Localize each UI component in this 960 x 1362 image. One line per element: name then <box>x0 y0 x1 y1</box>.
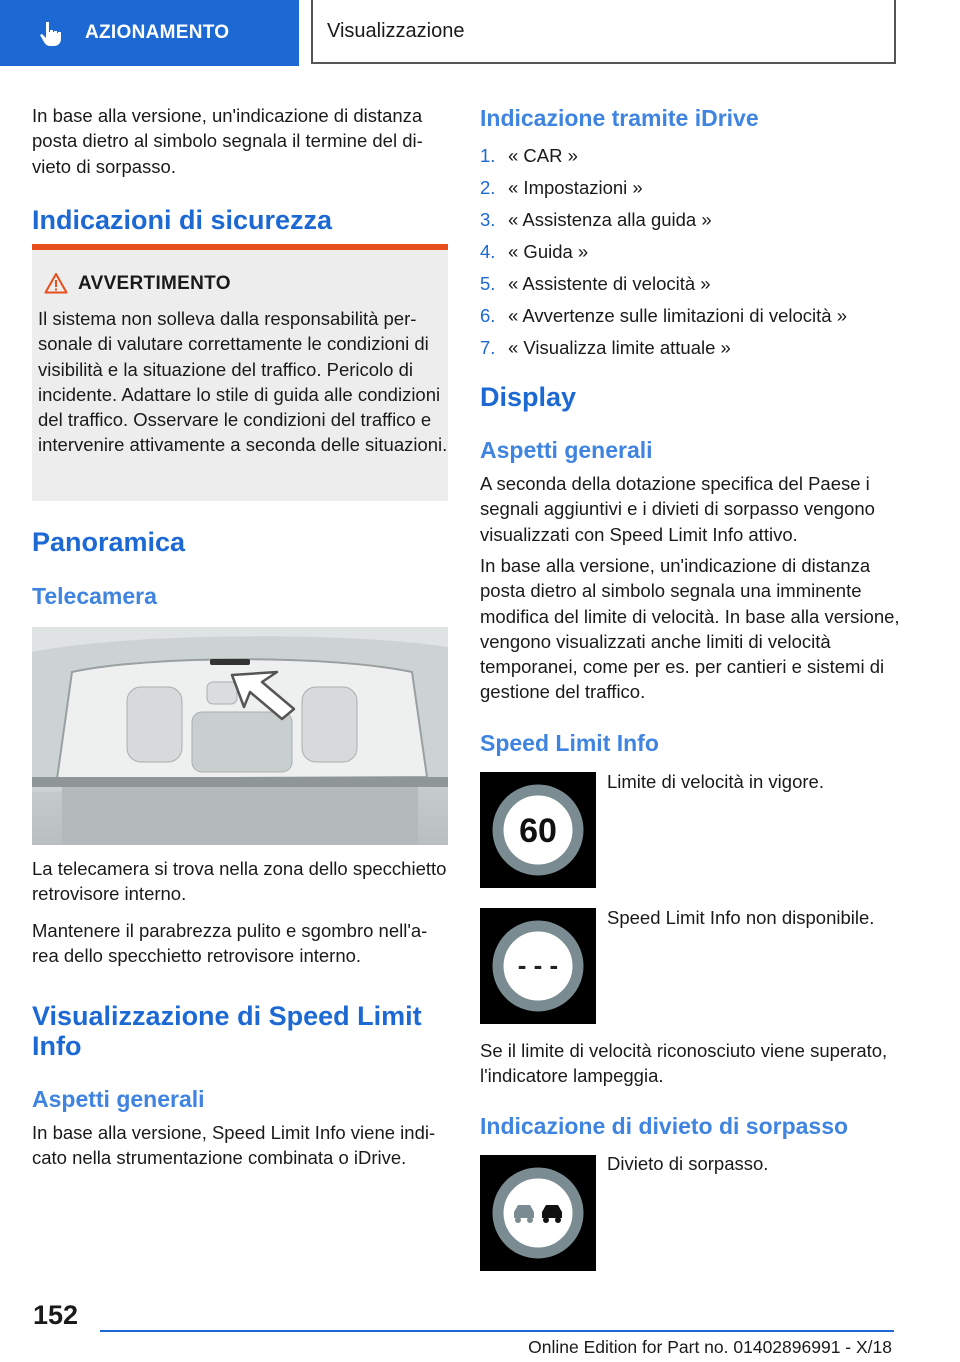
display-heading: Display <box>480 382 577 412</box>
camera-paragraph-2: Mantenere il parabrezza pulito e sgombro nell'area dello specchietto retrovisore interno. <box>32 920 428 967</box>
unavailable-dashes: - - - <box>517 950 559 980</box>
unavailable-sign <box>480 908 596 1024</box>
section-tab[interactable] <box>0 0 299 66</box>
right-general-heading: Aspetti generali <box>480 437 653 463</box>
speed-limit-60-icon <box>480 772 596 888</box>
left-general-heading: Aspetti generali <box>32 1086 205 1112</box>
right-general-paragraph-2: In base alla versione, un'indicazione di distanza posta dietro al simbolo segnala una imminente modifica del limite di velocità. In base alla versione, vengono visualizzati anche limiti di velocità temporanei, come per es. per cantieri e sistemi di gestione del traffico. <box>480 555 900 703</box>
camera-heading: Telecamera <box>32 583 157 609</box>
list-item: 4. « Guida » <box>480 241 589 262</box>
no-passing-icon <box>480 1155 596 1271</box>
idrive-steps-list <box>480 140 900 364</box>
right-general-paragraph-1: A seconda della dotazione specifica del Paese i segnali aggiuntivi e i divieti di sorpasso vengono visualizzati con Speed Limit Info attivo. <box>480 473 875 545</box>
warning-text: Il sistema non solleva dalla responsabilità personale di valutare correttamente le condizioni di visibilità e la situazione del traffico. Pericolo di incidente. Adattare lo stile di guida alle condizioni del traffico. Osservare le condizioni del traffico e intervenire attivamente a seconda delle situazioni. <box>38 308 448 456</box>
sli-caption-1: Limite di velocità in vigore. <box>607 771 824 792</box>
warning-bar <box>32 244 448 250</box>
hand-pointer-icon <box>37 19 65 47</box>
intro-paragraph: In base alla versione, un'indicazione di distanza posta dietro al simbolo segnala il termine del divieto di sorpasso. <box>32 105 423 177</box>
idrive-heading: Indicazione tramite iDrive <box>480 105 759 131</box>
speed-limit-sign <box>480 772 596 888</box>
list-item: 3. « Assistenza alla guida » <box>480 209 712 230</box>
section-label: AZIONAMENTO <box>85 22 230 43</box>
no-passing-heading: Indicazione di divieto di sorpasso <box>480 1113 849 1139</box>
left-general-text: In base alla versione, Speed Limit Info viene indicato nella strumentazione combinata o iDrive. <box>32 1122 436 1169</box>
footer-divider <box>100 1330 894 1332</box>
sli-caption-2: Speed Limit Info non disponibile. <box>607 907 875 928</box>
safety-heading: Indicazioni di sicurezza <box>32 205 333 235</box>
speed-value: 60 <box>519 812 557 850</box>
no-passing-sign <box>480 1155 596 1271</box>
footer-edition: Online Edition for Part no. 01402896991 - X/18 <box>528 1337 892 1357</box>
speed-limit-unavailable-icon <box>480 908 596 1024</box>
overview-heading: Panoramica <box>32 527 186 557</box>
page-tab-label: Visualizzazione <box>327 19 465 42</box>
page-tab[interactable] <box>311 0 896 64</box>
no-passing-caption: Divieto di sorpasso. <box>607 1153 769 1174</box>
sli-heading: Speed Limit Info <box>480 730 659 756</box>
list-item: 7. « Visualizza limite attuale » <box>480 337 731 358</box>
camera-paragraph-1: La telecamera si trova nella zona dello specchietto retrovisore interno. <box>32 858 447 905</box>
exceed-paragraph: Se il limite di velocità riconosciuto viene superato, l'indicatore lampeggia. <box>480 1040 888 1087</box>
list-item: 2. « Impostazioni » <box>480 177 643 198</box>
list-item: 1. « CAR » <box>480 145 578 166</box>
list-item: 6. « Avvertenze sulle limitazioni di velocità » <box>480 305 847 326</box>
warning-title: AVVERTIMENTO <box>78 273 231 294</box>
display-sli-heading: Visualizzazione di Speed Limit Info <box>32 1001 422 1061</box>
list-item: 5. « Assistente di velocità » <box>480 273 711 294</box>
page-number: 152 <box>33 1300 79 1330</box>
warning-triangle-icon <box>44 272 68 294</box>
camera-illustration <box>32 627 448 845</box>
